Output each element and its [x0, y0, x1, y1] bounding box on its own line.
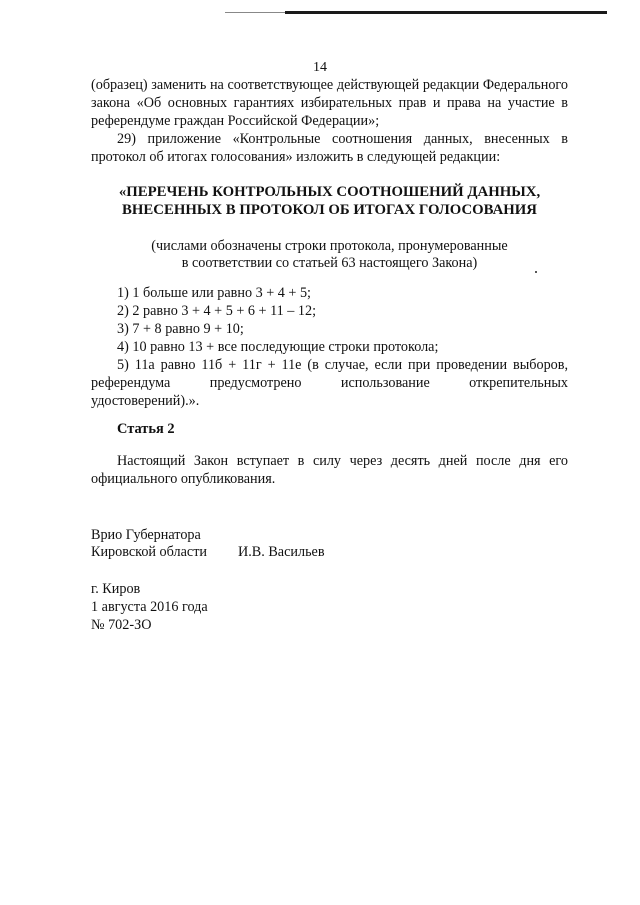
date: 1 августа 2016 года — [91, 599, 208, 615]
list-item: 3) 7 + 8 равно 9 + 10; — [117, 321, 244, 337]
list-item: 2) 2 равно 3 + 4 + 5 + 6 + 11 – 12; — [117, 303, 317, 319]
paragraph-replacement: (образец) заменить на соответствующее действующей редакции Федерального закона «Об основных гарантиях избирательных прав и права на участие в референдуме граждан Российской Федерации»; — [91, 77, 568, 129]
note-line2: в соответствии со статьей 63 настоящего Закона) — [181, 255, 478, 271]
paragraph-item-29: 29) приложение «Контрольные соотношения данных, внесенных в протокол об итогах голосования» изложить в следующей редакции: — [91, 131, 568, 165]
law-number: № 702-ЗО — [91, 617, 152, 633]
list-item: 1) 1 больше или равно 3 + 4 + 5; — [117, 285, 311, 301]
signature-position-line1: Врио Губернатора — [91, 527, 201, 543]
article-text: Настоящий Закон вступает в силу через десять дней после дня его официального опубликования. — [91, 453, 568, 487]
top-border-line — [285, 11, 607, 14]
place-date-number — [91, 580, 208, 634]
list-item: 4) 10 равно 13 + все последующие строки протокола; — [117, 339, 439, 355]
note-line1: (числами обозначены строки протокола, пронумерованные — [151, 238, 508, 254]
signature-position-line2: Кировской области — [91, 544, 207, 560]
list-item: 5) 11а равно 11б + 11г + 11е (в случае, если при проведении выборов, референдума предусмотрено использование открепительных удостоверений).». — [91, 357, 568, 409]
appendix-heading-line1: «ПЕРЕЧЕНЬ КОНТРОЛЬНЫХ СООТНОШЕНИЙ ДАННЫХ, — [118, 184, 541, 200]
appendix-heading-line2: ВНЕСЕННЫХ В ПРОТОКОЛ ОБ ИТОГАХ ГОЛОСОВАНИЯ — [122, 202, 537, 218]
scan-speck — [535, 271, 537, 273]
city: г. Киров — [91, 581, 141, 597]
signature-name: И.В. Васильев — [238, 544, 325, 560]
page-number: 14 — [313, 60, 327, 75]
article-title: Статья 2 — [117, 421, 175, 437]
relations-list — [91, 284, 568, 410]
